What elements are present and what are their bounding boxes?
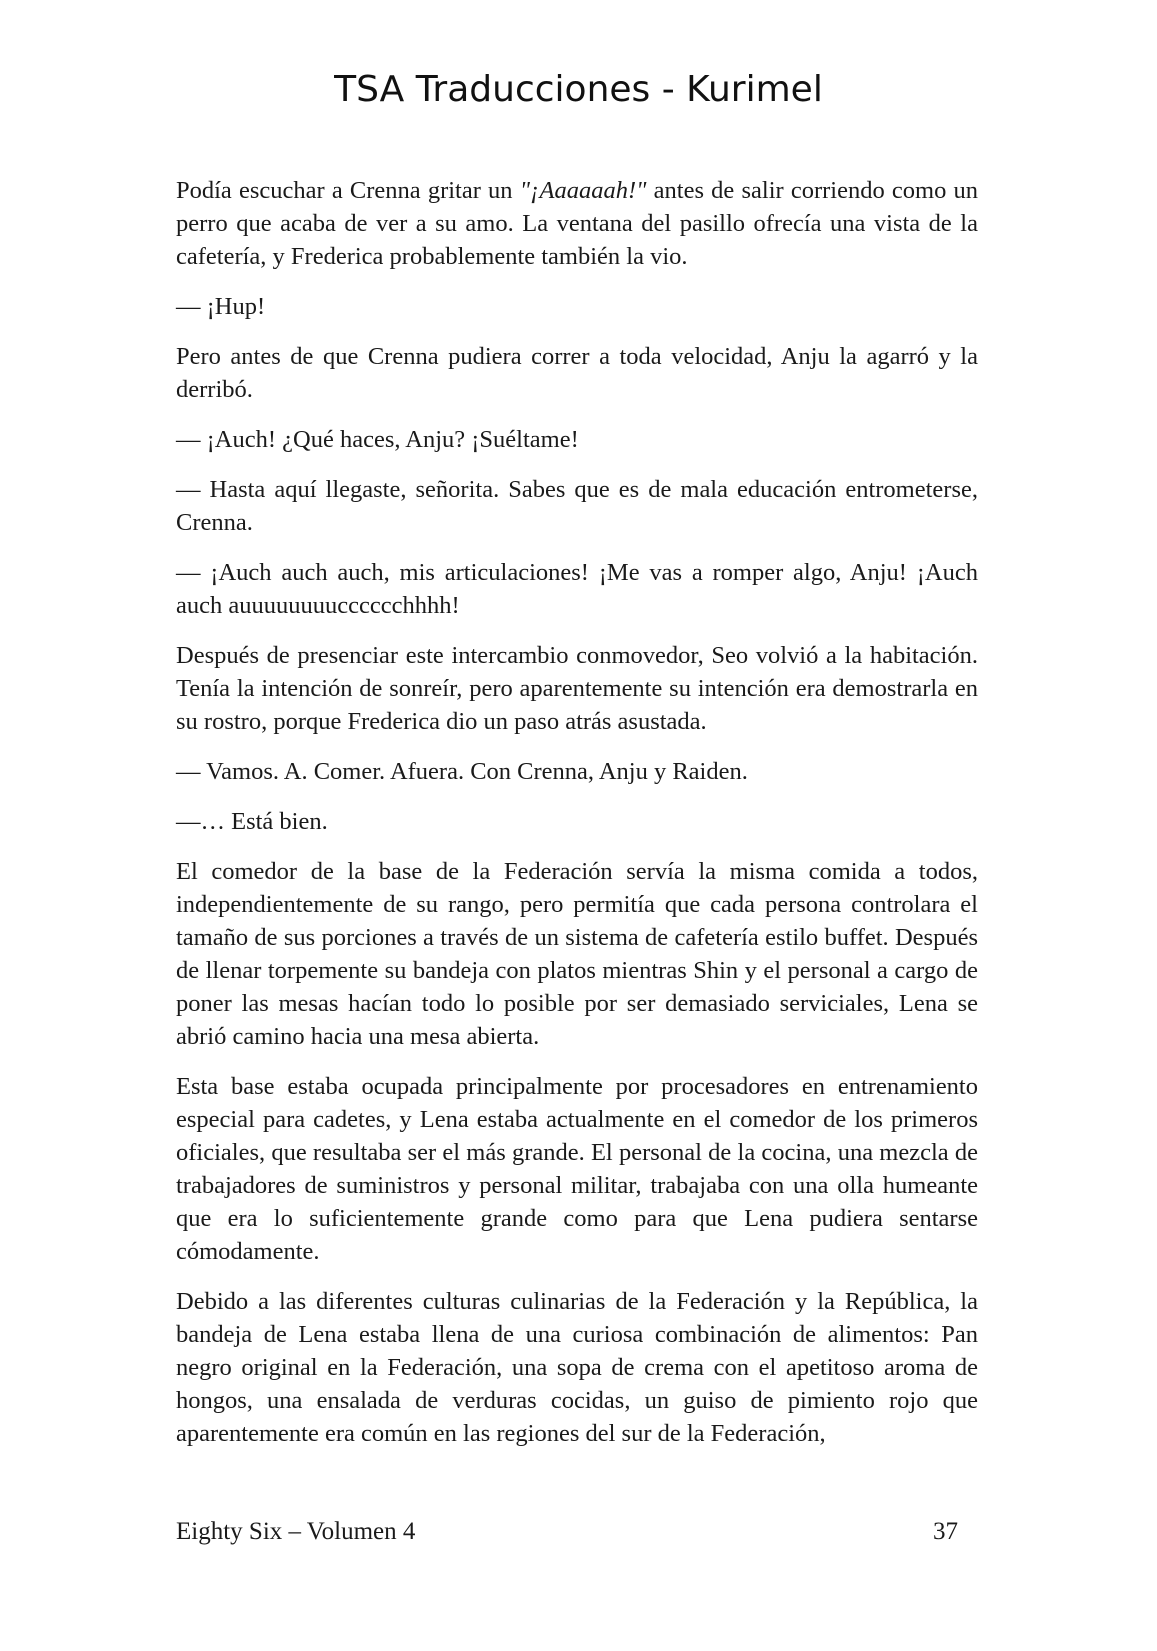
footer-page-number: 37 bbox=[933, 1518, 958, 1545]
paragraph-5: — Hasta aquí llegaste, señorita. Sabes que es de mala educación entrometerse, Crenna. bbox=[176, 476, 978, 536]
paragraph-11: Esta base estaba ocupada principalmente por procesadores en entrenamiento especial para cadetes, y Lena estaba actualmente en el comedor de los primeros oficiales, que resultaba ser el más grande. El personal de la cocina, una mezcla de trabajadores de suministros y personal militar, trabajaba con una olla humeante que era lo suficientemente grande como para que Lena pudiera sentarse cómodamente. bbox=[176, 1073, 978, 1265]
paragraph-7: Después de presenciar este intercambio conmovedor, Seo volvió a la habitación. Tenía la intención de sonreír, pero aparentemente su intención era demostrarla en su rostro, porque Frederica dio un paso atrás asustada. bbox=[176, 642, 978, 735]
paragraph-10: El comedor de la base de la Federación servía la misma comida a todos, independientemente de su rango, pero permitía que cada persona controlara el tamaño de sus porciones a través de un sistema de cafetería estilo buffet. Después de llenar torpemente su bandeja con platos mientras Shin y el personal a cargo de poner las mesas hacían todo lo posible por ser demasiado serviciales, Lena se abrió camino hacia una mesa abierta. bbox=[176, 858, 978, 1050]
paragraph-9: —… Está bien. bbox=[176, 808, 328, 835]
paragraph-6: — ¡Auch auch auch, mis articulaciones! ¡Me vas a romper algo, Anju! ¡Auch auch auuuuuuuucccccchhhh! bbox=[176, 559, 978, 619]
paragraph-2: — ¡Hup! bbox=[176, 293, 266, 320]
page-header-title: TSA Traducciones - Kurimel bbox=[334, 69, 823, 110]
paragraph-1-lead: Podía escuchar a Crenna gritar un bbox=[176, 177, 520, 204]
paragraph-12: Debido a las diferentes culturas culinarias de la Federación y la República, la bandeja de Lena estaba llena de una curiosa combinación de alimentos: Pan negro original en la Federación, una sopa de crema con el apetitoso aroma de hongos, una ensalada de verduras cocidas, un guiso de pimiento rojo que aparentemente era común en las regiones del sur de la Federación, bbox=[176, 1288, 978, 1447]
footer-book-title: Eighty Six – Volumen 4 bbox=[176, 1518, 416, 1545]
paragraph-1-tail: antes de salir corriendo como un perro que acaba de ver a su amo. La ventana del pasillo ofrecía una vista de la cafetería, y Frederica probablemente también la vio. bbox=[176, 177, 978, 270]
paragraph-3: Pero antes de que Crenna pudiera correr a toda velocidad, Anju la agarró y la derribó. bbox=[176, 343, 978, 403]
paragraph-1-emphasis: "¡Aaaaaah!" bbox=[519, 177, 647, 204]
body-text bbox=[176, 174, 978, 1467]
paragraph-1 bbox=[176, 174, 978, 273]
paragraph-4: — ¡Auch! ¿Qué haces, Anju? ¡Suéltame! bbox=[176, 426, 579, 453]
paragraph-8: — Vamos. A. Comer. Afuera. Con Crenna, Anju y Raiden. bbox=[176, 758, 748, 785]
